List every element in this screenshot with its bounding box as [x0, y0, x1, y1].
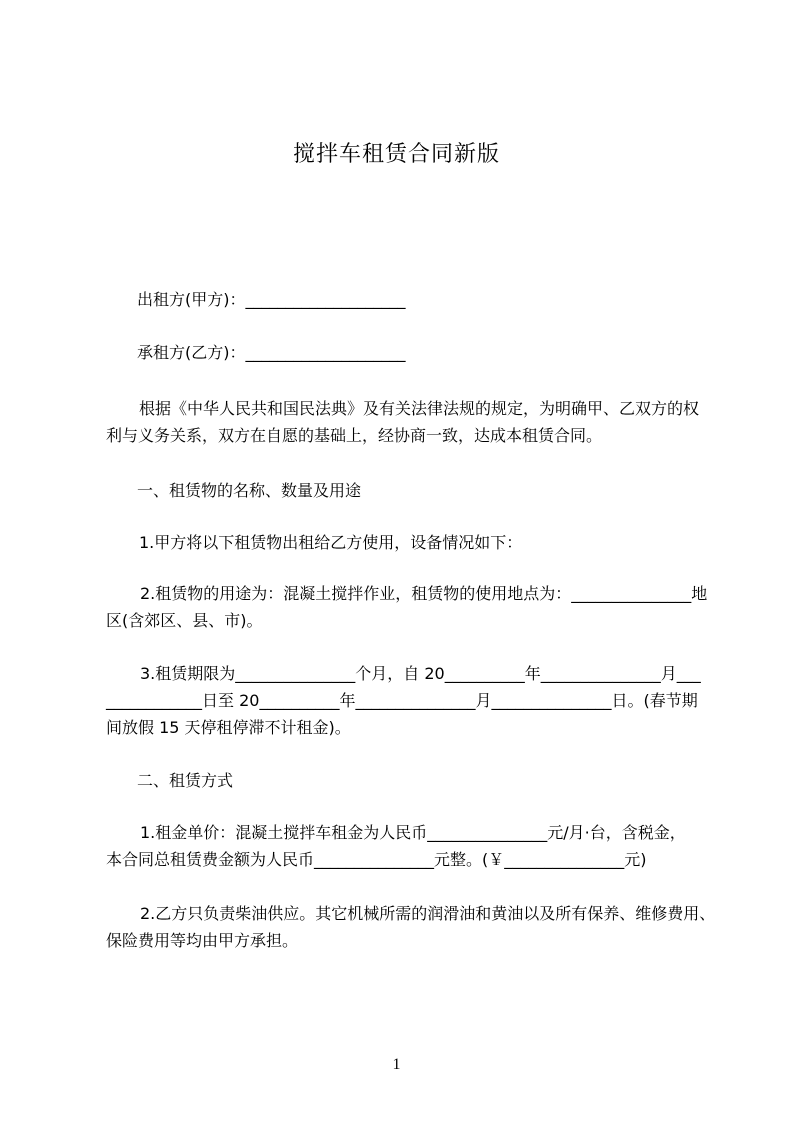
- section-1-item-3-line-3: 间放假 15 天停租停滞不计租金)。: [106, 718, 351, 737]
- section-1-item-3-line-2: ____________日至 20__________年_______________月_______________日。(春节期: [106, 691, 698, 710]
- preamble-line-2: 利与义务关系，双方在自愿的基础上，经协商一致，达成本租赁合同。: [106, 426, 603, 445]
- lessor-line: 出租方(甲方)：____________________: [137, 290, 406, 309]
- section-1-item-2-line-1: 2.租赁物的用途为：混凝土搅拌作业，租赁物的使用地点为：_______________地: [140, 584, 708, 603]
- section-1-item-2-line-2: 区(含郊区、县、市)。: [106, 611, 263, 630]
- preamble-line-1: 根据《中华人民共和国民法典》及有关法律法规的规定，为明确甲、乙双方的权: [139, 399, 700, 418]
- section-2-item-2-line-2: 保险费用等均由甲方承担。: [106, 931, 299, 950]
- section-1-item-3-line-1: 3.租赁期限为_______________个月，自 20__________年_______________月___: [140, 664, 701, 683]
- lessee-line: 承租方(乙方)：____________________: [137, 343, 406, 362]
- section-2-item-1-line-1: 1.租金单价：混凝土搅拌车租金为人民币_______________元/月·台，含税金，: [140, 823, 686, 842]
- document-title: 搅拌车租赁合同新版: [292, 142, 500, 167]
- section-2-item-2-line-1: 2.乙方只负责柴油供应。其它机械所需的润滑油和黄油以及所有保养、维修费用、: [140, 904, 716, 923]
- section-1-heading: 一、租赁物的名称、数量及用途: [137, 481, 362, 500]
- section-2-item-1-line-2: 本合同总租赁费金额为人民币_______________元整。(￥_______________元): [106, 850, 647, 869]
- section-2-heading: 二、租赁方式: [137, 771, 234, 790]
- section-1-item-1-line-1: 1.甲方将以下租赁物出租给乙方使用，设备情况如下：: [139, 533, 523, 552]
- page-number: 1: [392, 1056, 401, 1073]
